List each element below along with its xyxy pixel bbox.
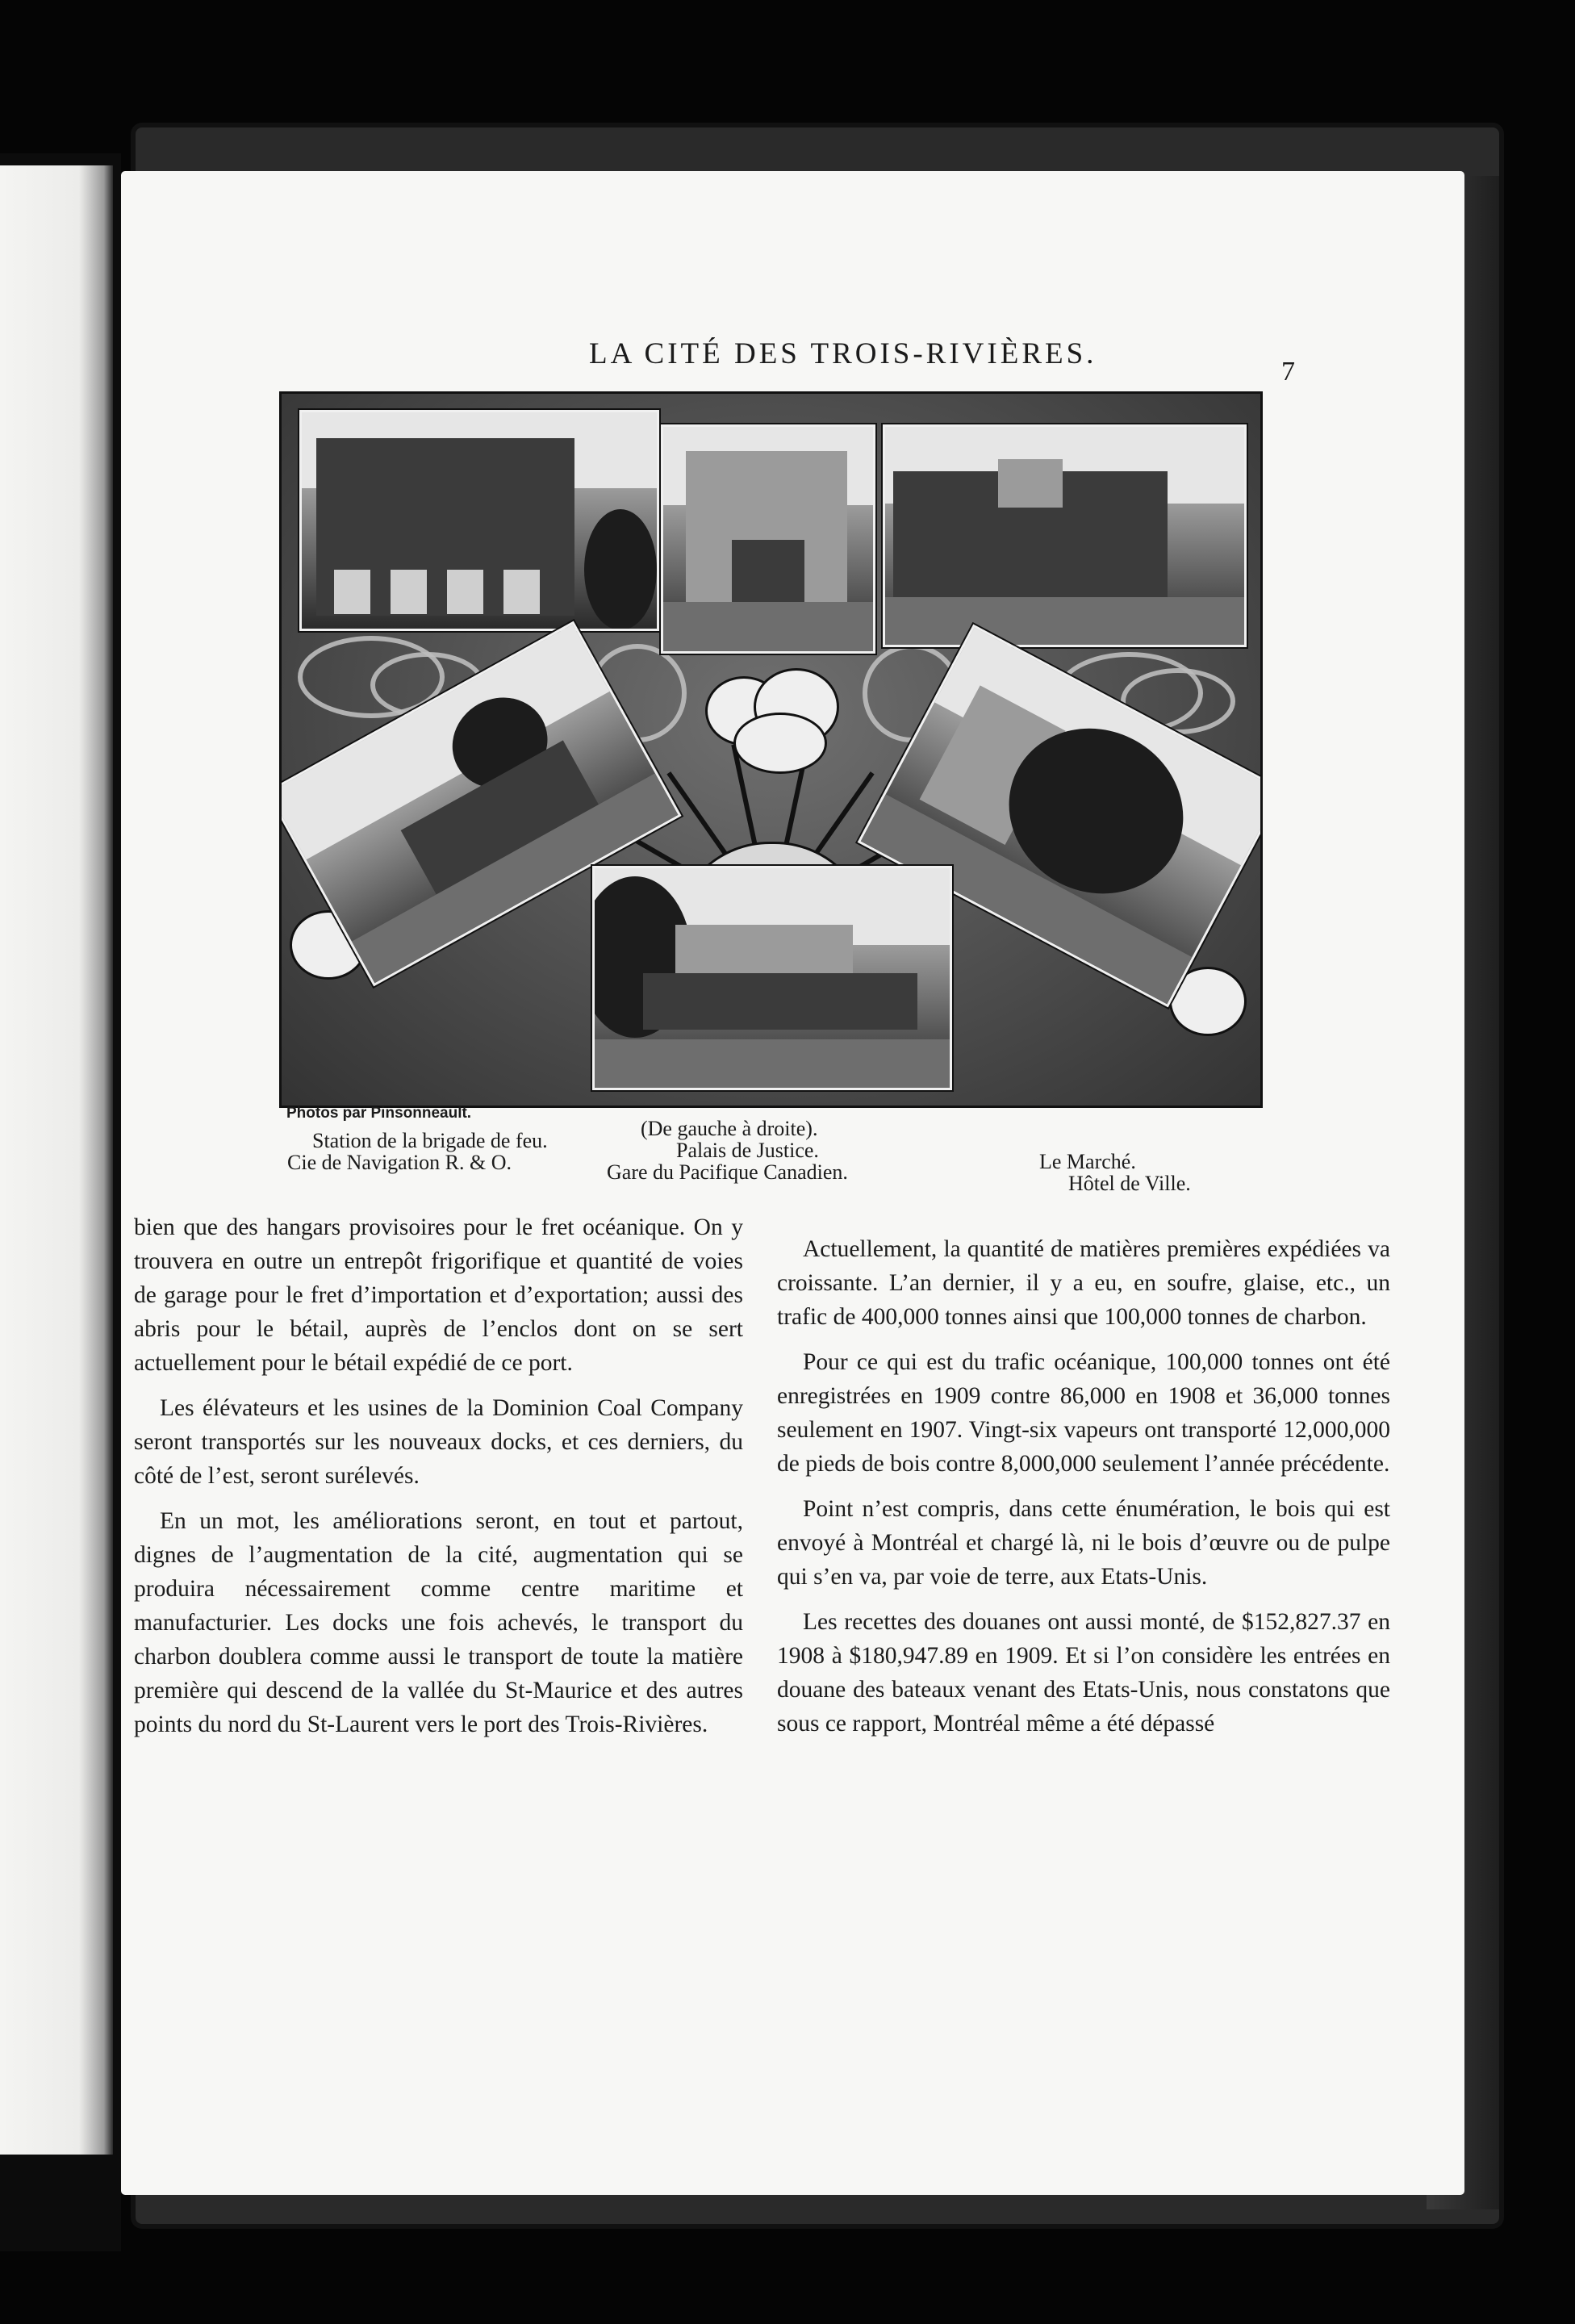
fire-station-photo [299,410,659,631]
window [447,570,483,614]
courthouse-photo [661,424,875,654]
photo-credit: Photos par Pinsonneault. [286,1105,472,1122]
photo-ground [885,597,1244,645]
paragraph: Les recettes des douanes ont aussi monté, de $152,827.37 en 1908 à $180,947.89 en 1909. Et si l’on considère les entrées en douane des bateaux venant des Etats-Unis, nous constatons que sous ce rapport, Montréal même a été dépassé [777,1609,1390,1737]
tree [584,509,657,630]
page-content [121,171,1464,2195]
photo-ground [663,602,873,651]
market-photo [883,424,1247,647]
caption-right-2: Hôtel de Ville. [1068,1172,1191,1195]
facing-page-edge [0,165,113,2155]
building [998,459,1063,508]
photo-plate [279,391,1263,1108]
photo-ground [595,1039,950,1088]
caption-center-1: (De gauche à droite). [641,1117,818,1140]
running-head: LA CITÉ DES TROIS-RIVIÈRES. [589,337,1097,370]
caption-center-3: Gare du Pacifique Canadien. [607,1160,848,1184]
paragraph: Les élévateurs et les usines de la Dominion Coal Company seront transportés sur les nouveaux docks, et ces derniers, du côté de l’est, seront surélevés. [134,1395,743,1489]
caption-left-1: Station de la brigade de feu. [312,1129,548,1152]
caption-left-2: Cie de Navigation R. & O. [287,1151,512,1174]
railway-station-photo [592,866,952,1090]
caption-center-2: Palais de Justice. [676,1139,819,1162]
book-page [121,171,1464,2195]
page-number: 7 [1281,357,1295,387]
window [391,570,427,614]
station-roof [675,925,853,973]
cloud-ornament [733,713,827,774]
body-column-right [777,1232,1390,1752]
caption-right-1: Le Marché. [1039,1150,1136,1173]
window [334,570,370,614]
paragraph: bien que des hangars provisoires pour le fret océanique. On y trouvera en outre un entrepôt frigorifique et quantité de voies de garage pour le fret d’importation et d’exportation; aussi des abris pour le bétail, auprès de l’enclos dont on se sert actuellement pour le bétail expédié de ce port. [134,1214,743,1376]
window [503,570,540,614]
building [643,973,917,1030]
paragraph: En un mot, les améliorations seront, en tout et partout, dignes de l’augmentation de la cité, augmentation qui se produira nécessairement comme centre maritime et manufacturier. Les docks une fois achevés, le transport du charbon doublera comme aussi le transport de toute la matière première qui descend de la vallée du St-Maurice et des autres points du nord du St-Laurent vers le port des Trois-Rivières. [134,1508,743,1737]
paragraph: Point n’est compris, dans cette énumération, le bois qui est envoyé à Montréal et chargé là, ni le bois d’œuvre ou de pulpe qui s’en va, par voie de terre, aux Etats-Unis. [777,1496,1390,1590]
paragraph: Actuellement, la quantité de matières premières expédiées va croissante. L’an dernier, il y a eu, en soufre, glaise, etc., un trafic de 400,000 tonnes ainsi que 100,000 tonnes de charbon. [777,1236,1390,1330]
paragraph: Pour ce qui est du trafic océanique, 100,000 tonnes ont été enregistrées en 1909 contre 86,000 en 1908 et 36,000 tonnes seulement en 1907. Vingt-six vapeurs ont transporté 12,000,000 de pieds de bois contre 8,000,000 seulement l’année précédente. [777,1349,1390,1477]
body-column-left [134,1210,743,1753]
